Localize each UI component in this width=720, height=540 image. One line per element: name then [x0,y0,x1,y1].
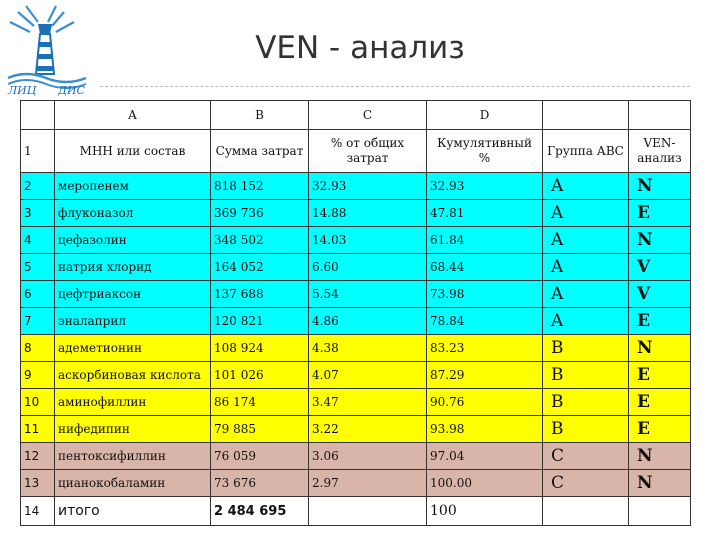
cost-sum: 818 152 [211,173,309,200]
cost-percent: 14.03 [309,227,427,254]
cost-percent: 3.47 [309,389,427,416]
cost-percent: 3.06 [309,443,427,470]
abc-group: B [543,335,629,362]
drug-name: адеметионин [55,335,211,362]
table-row [21,200,691,227]
column-letter: D [427,101,543,130]
cost-percent: 2.97 [309,470,427,497]
column-header: % от общих затрат [309,130,427,173]
cumulative-percent: 68.44 [427,254,543,281]
cost-percent: 5.54 [309,281,427,308]
row-index: 11 [21,416,55,443]
ven-class: N [629,173,691,200]
column-header: VEN-анализ [629,130,691,173]
abc-group: B [543,362,629,389]
ven-class: E [629,200,691,227]
cumulative-percent: 87.29 [427,362,543,389]
abc-group: A [543,308,629,335]
table-row [21,389,691,416]
table-row [21,173,691,200]
ven-class: N [629,470,691,497]
cost-percent: 3.22 [309,416,427,443]
table-row [21,443,691,470]
table-row [21,254,691,281]
cost-sum: 348 502 [211,227,309,254]
column-header: МНН или состав [55,130,211,173]
row-index: 10 [21,389,55,416]
cumulative-percent: 32.93 [427,173,543,200]
row-index: 12 [21,443,55,470]
column-letter: C [309,101,427,130]
cumulative-percent: 83.23 [427,335,543,362]
cost-percent: 14.88 [309,200,427,227]
column-header: 1 [21,130,55,173]
drug-name: пентоксифиллин [55,443,211,470]
table-row [21,416,691,443]
drug-name: цефтриаксон [55,281,211,308]
cumulative-percent: 93.98 [427,416,543,443]
row-index: 9 [21,362,55,389]
cost-sum: 79 885 [211,416,309,443]
header-row [21,130,691,173]
total-cumulative: 100 [427,497,543,526]
table-row [21,227,691,254]
abc-group: A [543,173,629,200]
cumulative-percent: 61.84 [427,227,543,254]
ven-class: V [629,254,691,281]
cost-percent: 32.93 [309,173,427,200]
total-percent [309,497,427,526]
table-row [21,362,691,389]
abc-group: C [543,443,629,470]
drug-name: цианокобаламин [55,470,211,497]
cost-sum: 120 821 [211,308,309,335]
cost-percent: 4.38 [309,335,427,362]
cost-sum: 101 026 [211,362,309,389]
column-letter-row [21,101,691,130]
drug-name: флуконазол [55,200,211,227]
table-body [21,101,691,526]
cost-sum: 137 688 [211,281,309,308]
total-row [21,497,691,526]
row-index: 4 [21,227,55,254]
row-index: 3 [21,200,55,227]
total-ven [629,497,691,526]
cumulative-percent: 78.84 [427,308,543,335]
ven-class: E [629,389,691,416]
column-letter: B [211,101,309,130]
cumulative-percent: 97.04 [427,443,543,470]
page-title: VEN - анализ [255,30,465,66]
ven-class: N [629,227,691,254]
row-index: 2 [21,173,55,200]
abc-group: B [543,389,629,416]
abc-group: A [543,227,629,254]
drug-name: меропенем [55,173,211,200]
svg-text:ЛИЦ: ЛИЦ [8,84,37,96]
abc-group: B [543,416,629,443]
row-index: 6 [21,281,55,308]
column-letter [629,101,691,130]
column-header: Группа АВС [543,130,629,173]
cost-sum: 369 736 [211,200,309,227]
total-abc [543,497,629,526]
ven-table [20,100,691,526]
svg-text:ДИС: ДИС [58,84,85,96]
drug-name: цефазолин [55,227,211,254]
drug-name: натрия хлорид [55,254,211,281]
table-row [21,308,691,335]
column-letter: A [55,101,211,130]
abc-group: C [543,470,629,497]
cost-percent: 4.86 [309,308,427,335]
ven-class: N [629,335,691,362]
drug-name: нифедипин [55,416,211,443]
row-index: 7 [21,308,55,335]
ven-class: E [629,416,691,443]
lighthouse-logo [4,4,90,96]
ven-class: V [629,281,691,308]
cost-percent: 4.07 [309,362,427,389]
cost-percent: 6.60 [309,254,427,281]
title-divider [100,86,690,87]
row-index: 14 [21,497,55,526]
column-header: Сумма затрат [211,130,309,173]
cumulative-percent: 73.98 [427,281,543,308]
row-index: 5 [21,254,55,281]
cumulative-percent: 47.81 [427,200,543,227]
drug-name: аминофиллин [55,389,211,416]
cost-sum: 164 052 [211,254,309,281]
column-letter [543,101,629,130]
ven-class: E [629,308,691,335]
cost-sum: 73 676 [211,470,309,497]
drug-name: аскорбиновая кислота [55,362,211,389]
row-index: 8 [21,335,55,362]
total-sum: 2 484 695 [211,497,309,526]
abc-group: A [543,254,629,281]
row-index: 13 [21,470,55,497]
table-row [21,281,691,308]
cost-sum: 76 059 [211,443,309,470]
table-row [21,335,691,362]
cost-sum: 86 174 [211,389,309,416]
column-letter [21,101,55,130]
abc-group: A [543,200,629,227]
cumulative-percent: 100.00 [427,470,543,497]
table-row [21,470,691,497]
total-label: итого [55,497,211,526]
column-header: Кумулятивный % [427,130,543,173]
drug-name: эналаприл [55,308,211,335]
cumulative-percent: 90.76 [427,389,543,416]
abc-group: A [543,281,629,308]
ven-class: N [629,443,691,470]
cost-sum: 108 924 [211,335,309,362]
ven-class: E [629,362,691,389]
